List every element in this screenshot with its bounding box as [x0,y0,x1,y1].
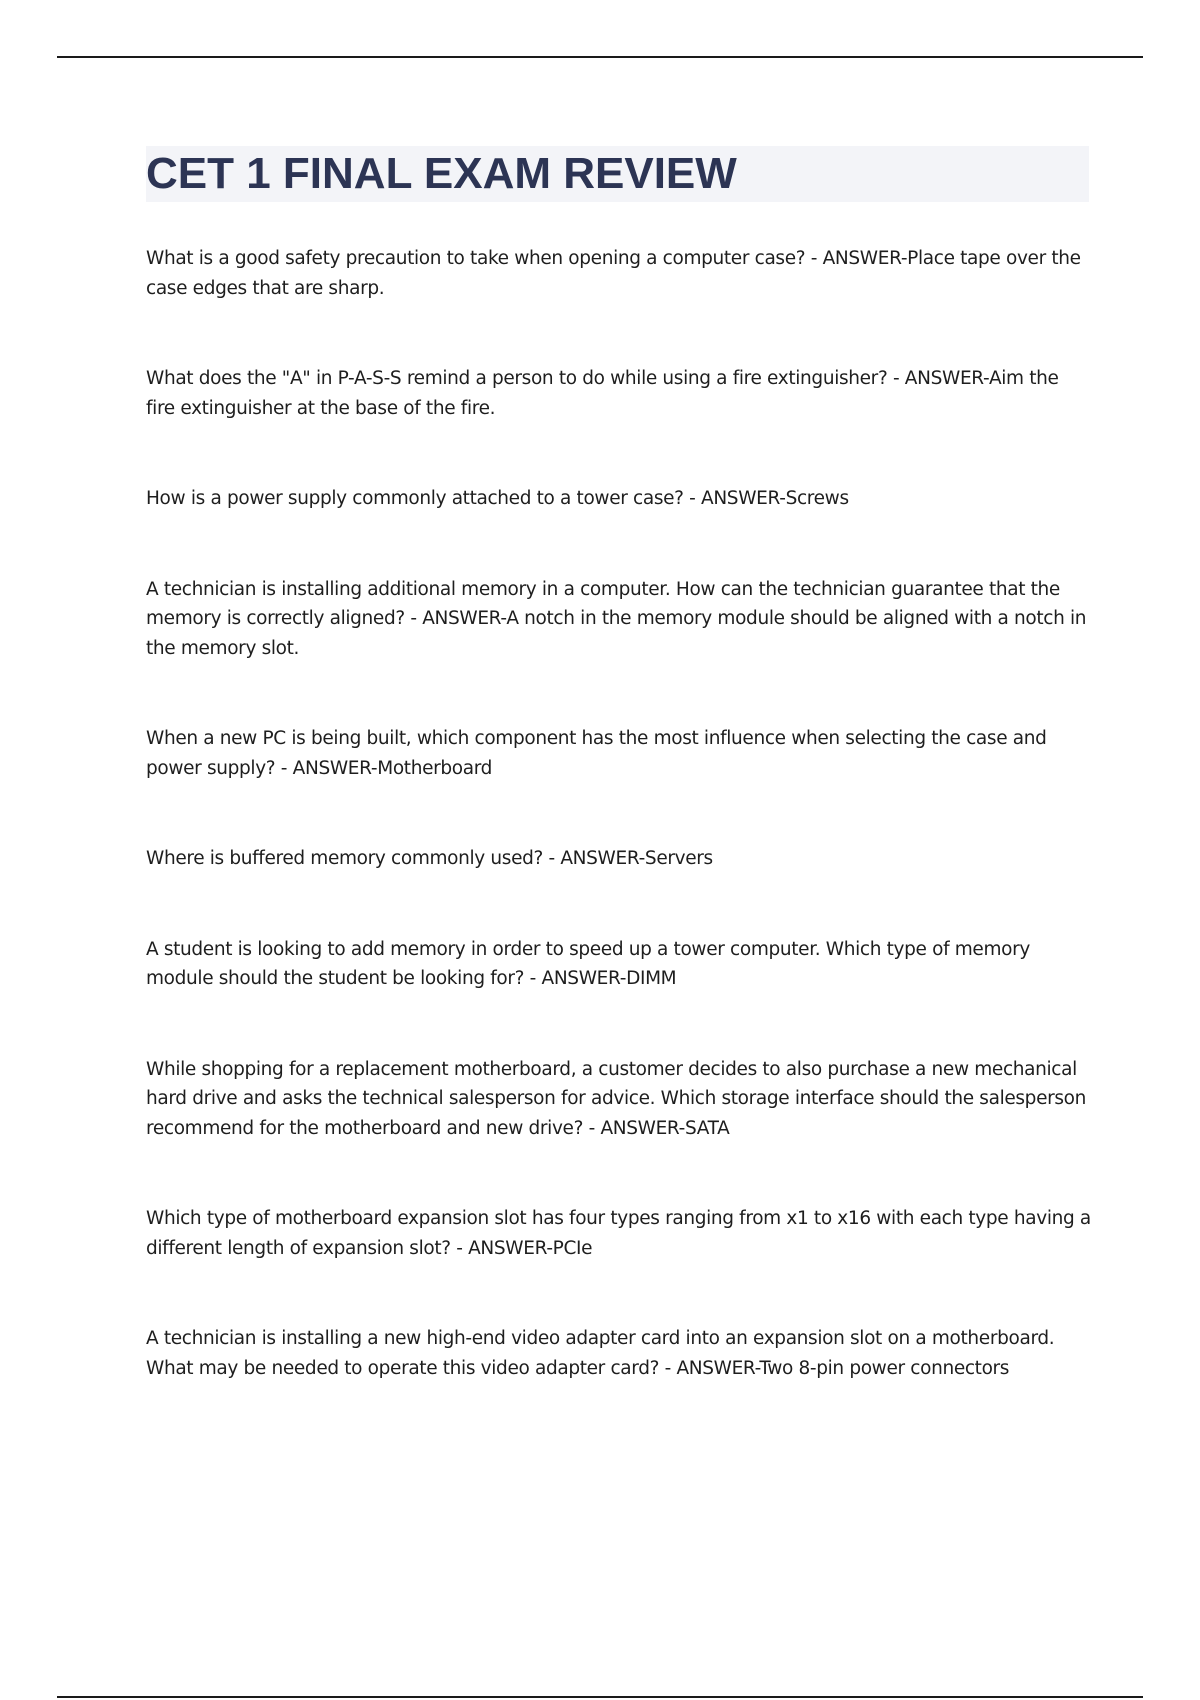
answer-text: Aim the fire extinguisher at the base of the fire. [146,368,1059,419]
answer-separator: - ANSWER- [583,1117,685,1139]
question-text: While shopping for a replacement motherboard, a customer decides to also purchase a new mechanical hard drive and asks the technical salesperson for advice. Which storage interface should the salesperson recommend for the motherboard and new drive? [146,1058,1086,1139]
answer-separator: - ANSWER- [683,488,786,509]
answer-text: Place tape over the case edges that are sharp. [146,248,1081,299]
qa-item-7 [146,935,1091,994]
question-text: How is a power supply commonly attached to a tower case? [146,488,684,509]
answer-separator: - ANSWER- [805,248,908,269]
question-text: What is a good safety precaution to take when opening a computer case? [146,248,806,269]
bottom-rule [57,1696,1143,1698]
answer-separator: - ANSWER- [404,608,507,629]
answer-separator: - ANSWER- [887,368,989,389]
question-text: Which type of motherboard expansion slot has four types ranging from x1 to x16 with each type having a different length of expansion slot? [146,1208,1091,1259]
answer-separator: - ANSWER- [275,757,378,779]
question-text: When a new PC is being built, which component has the most influence when selecting the case and power supply? [146,728,1047,779]
qa-item-2 [146,364,1091,423]
qa-item-9 [146,1204,1091,1263]
qa-item-1 [146,244,1091,303]
question-text: Where is buffered memory commonly used? [146,848,543,869]
qa-item-6 [146,844,1091,874]
answer-text: SATA [685,1117,730,1139]
answer-separator: - ANSWER- [524,968,627,989]
answer-text: Servers [644,848,713,869]
answer-text: PCIe [552,1237,593,1259]
answer-text: DIMM [626,968,677,989]
qa-item-3 [146,484,1091,514]
qa-item-4 [146,575,1091,664]
question-text: A technician is installing additional memory in a computer. How can the technician guarantee that the memory is correctly aligned? [146,578,1060,629]
qa-item-8 [146,1055,1091,1144]
answer-text: Screws [785,488,849,509]
question-text: A technician is installing a new high-end video adapter card into an expansion slot on a motherboard. What may be needed to operate this video adapter card? [146,1328,1055,1379]
answer-separator: - ANSWER- [659,1357,760,1379]
qa-list [146,244,1091,1444]
page-title: CET 1 FINAL EXAM REVIEW [146,149,737,198]
answer-text: A notch in the memory module should be aligned with a notch in the memory slot. [146,608,1087,659]
qa-item-10 [146,1324,1091,1383]
answer-separator: - ANSWER- [450,1237,553,1259]
answer-separator: - ANSWER- [542,848,645,869]
answer-text: Motherboard [377,757,493,779]
question-text: What does the "A" in P-A-S-S remind a person to do while using a fire extinguisher? [146,368,888,389]
top-rule [57,56,1143,58]
question-text: A student is looking to add memory in order to speed up a tower computer. Which type of memory module should the student be looking for? [146,938,1030,989]
answer-text: Two 8-pin power connectors [759,1357,1010,1379]
qa-item-5 [146,724,1091,783]
